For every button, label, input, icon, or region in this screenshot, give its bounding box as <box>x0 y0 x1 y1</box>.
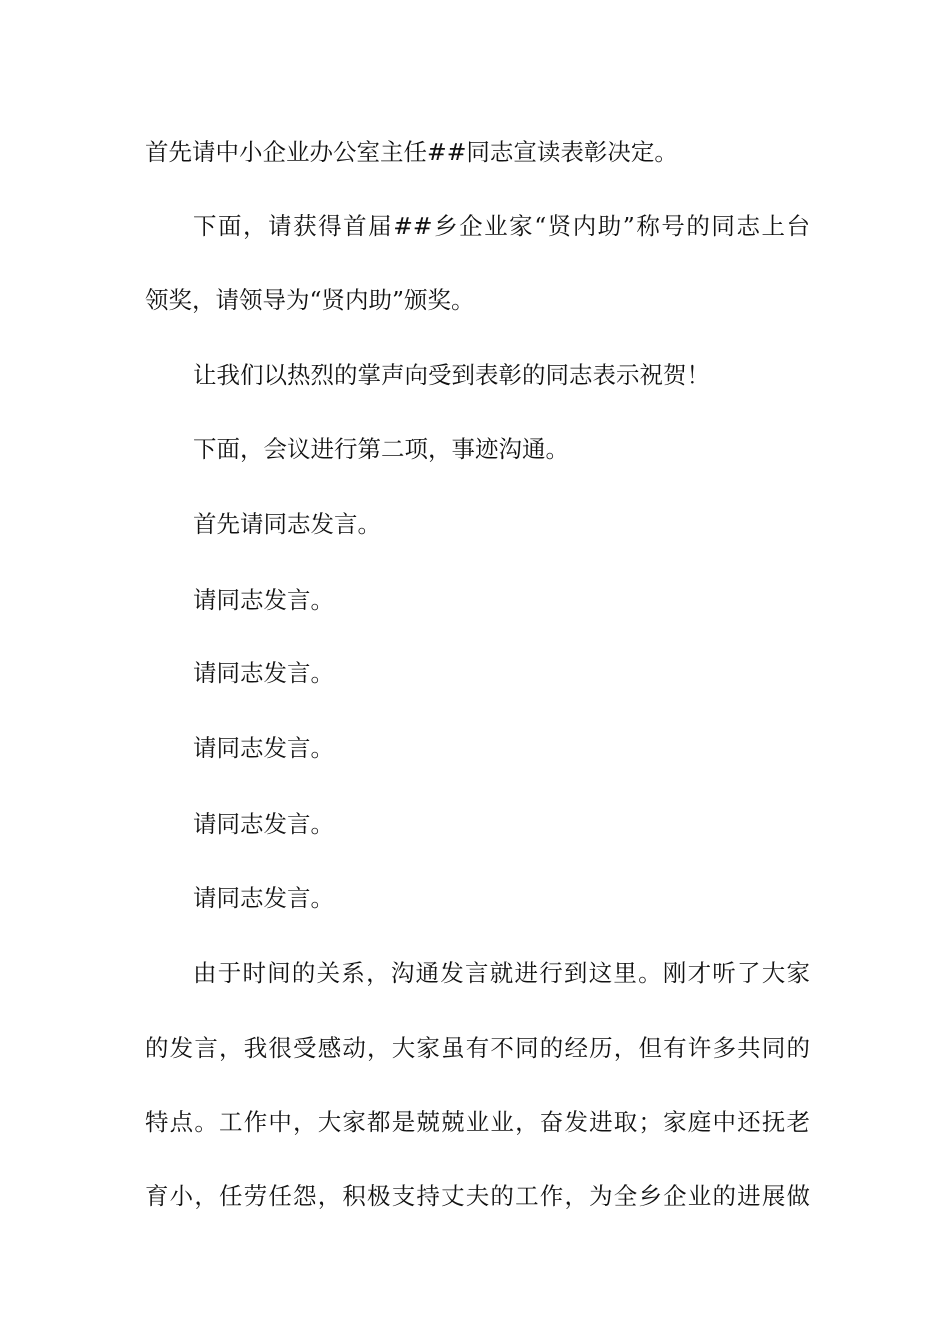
text-line: 育小，任劳任怨，积极支持丈夫的工作，为全乡企业的进展做 <box>145 1182 810 1210</box>
text-line: 的发言，我很受感动，大家虽有不同的经历，但有许多共同的 <box>145 1034 810 1062</box>
text-line: 下面，请获得首届##乡企业家“贤内助”称号的同志上台 <box>193 212 810 240</box>
text-line: 请同志发言。 <box>193 810 334 838</box>
text-line: 请同志发言。 <box>193 659 334 687</box>
text-line: 让我们以热烈的掌声向受到表彰的同志表示祝贺！ <box>193 361 710 389</box>
text-line: 首先请同志发言。 <box>193 510 381 538</box>
text-line: 领奖，请领导为“贤内助”颁奖。 <box>145 286 475 314</box>
text-line: 由于时间的关系，沟通发言就进行到这里。刚才听了大家 <box>193 959 810 987</box>
text-line: 请同志发言。 <box>193 734 334 762</box>
text-line: 特点。工作中，大家都是兢兢业业，奋发进取；家庭中还抚老 <box>145 1108 810 1136</box>
text-line: 请同志发言。 <box>193 884 334 912</box>
text-line: 首先请中小企业办公室主任##同志宣读表彰决定。 <box>145 138 678 166</box>
text-line: 下面，会议进行第二项，事迹沟通。 <box>193 435 569 463</box>
text-line: 请同志发言。 <box>193 586 334 614</box>
